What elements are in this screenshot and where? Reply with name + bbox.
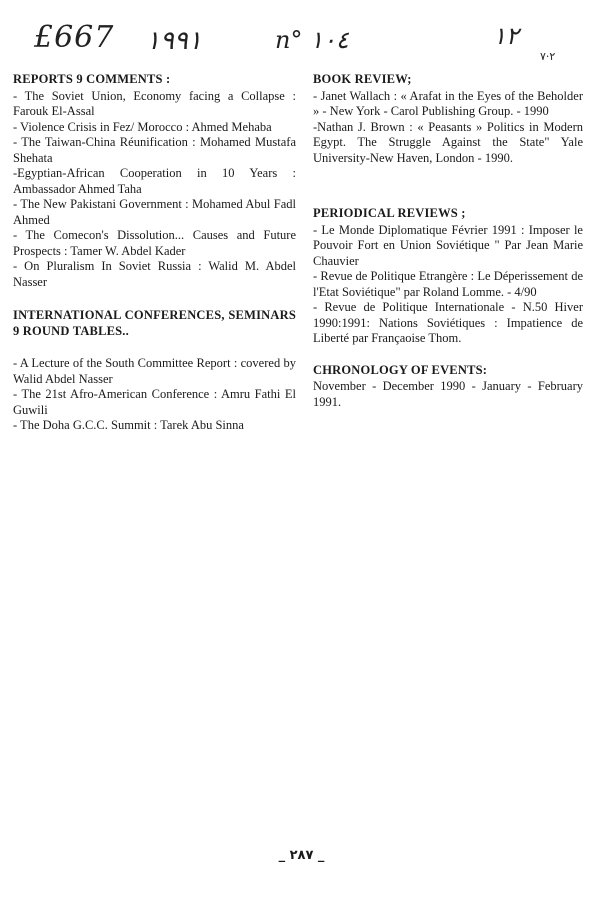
list-item: - A Lecture of the South Committee Report : covered by Walid Abdel Nasser: [13, 356, 296, 386]
list-item: - The Comecon's Dissolution... Causes and Future Prospects : Tamer W. Abdel Kader: [13, 228, 296, 258]
list-item: - The New Pakistani Government : Mohamed Abul Fadl Ahmed: [13, 197, 296, 227]
conferences-section: [13, 308, 296, 434]
page-number: _ ٢٨٧ _: [278, 848, 325, 863]
book-review-heading: BOOK REVIEW;: [313, 72, 412, 86]
chronology-section: [313, 363, 583, 411]
list-item: November - December 1990 - January - February 1991.: [313, 379, 583, 409]
list-item: - The 21st Afro-American Conference : Amru Fathi El Guwili: [13, 387, 296, 417]
list-item: - The Doha G.C.C. Summit : Tarek Abu Sinna: [13, 418, 244, 432]
list-item: - Revue de Politique Etrangère : Le Déperissement de l'Etat Soviétique" par Roland Lomme. - 4/90: [313, 269, 583, 299]
handwritten-year: ١٩٩١: [146, 26, 202, 56]
list-item: -Nathan J. Brown : « Peasants » Politics in Modern Egypt. The Struggle Against the State" Yale University-New Haven, London - 1990.: [313, 119, 583, 165]
list-item: - Revue de Politique Internationale - N.50 Hiver 1990:1991: Nations Soviétiques : Impatience de Liberté par Françaoise Thom.: [313, 300, 583, 345]
conferences-heading: INTERNATIONAL CONFERENCES, SEMINARS 9 ROUND TABLES..: [13, 308, 296, 338]
list-item: - Violence Crisis in Fez/ Morocco : Ahmed Mehaba: [13, 119, 272, 134]
periodical-reviews-heading: PERIODICAL REVIEWS ;: [313, 206, 466, 220]
list-item: - Janet Wallach : « Arafat in the Eyes of the Beholder » - New York - Carol Publishing Group. - 1990: [313, 88, 583, 118]
reports-section: [13, 72, 296, 290]
handwritten-issue-number: n° ١٠٤: [275, 26, 349, 54]
reports-heading: REPORTS 9 COMMENTS :: [13, 72, 171, 86]
list-item: -Egyptian-African Cooperation in 10 Years : Ambassador Ahmed Taha: [13, 166, 296, 196]
list-item: - Le Monde Diplomatique Février 1991 : Imposer le Pouvoir Fort en Union Soviétique " Par Jean Marie Chauvier: [313, 222, 583, 268]
handwritten-mark: ١٢: [493, 22, 519, 50]
handwritten-page-ref: ٢·٧: [540, 50, 556, 63]
periodical-reviews-section: [313, 206, 583, 347]
left-column: [13, 72, 296, 434]
handwritten-catalog-number: £667: [34, 20, 115, 55]
right-column: [313, 72, 583, 410]
chronology-heading: CHRONOLOGY OF EVENTS:: [313, 362, 488, 377]
list-item: - The Soviet Union, Economy facing a Collapse : Farouk El-Assal: [13, 88, 296, 118]
list-item: - On Pluralism In Soviet Russia : Walid M. Abdel Nasser: [13, 259, 296, 289]
book-review-section: [313, 72, 583, 166]
list-item: - The Taiwan-China Réunification : Mohamed Mustafa Shehata: [13, 135, 296, 165]
